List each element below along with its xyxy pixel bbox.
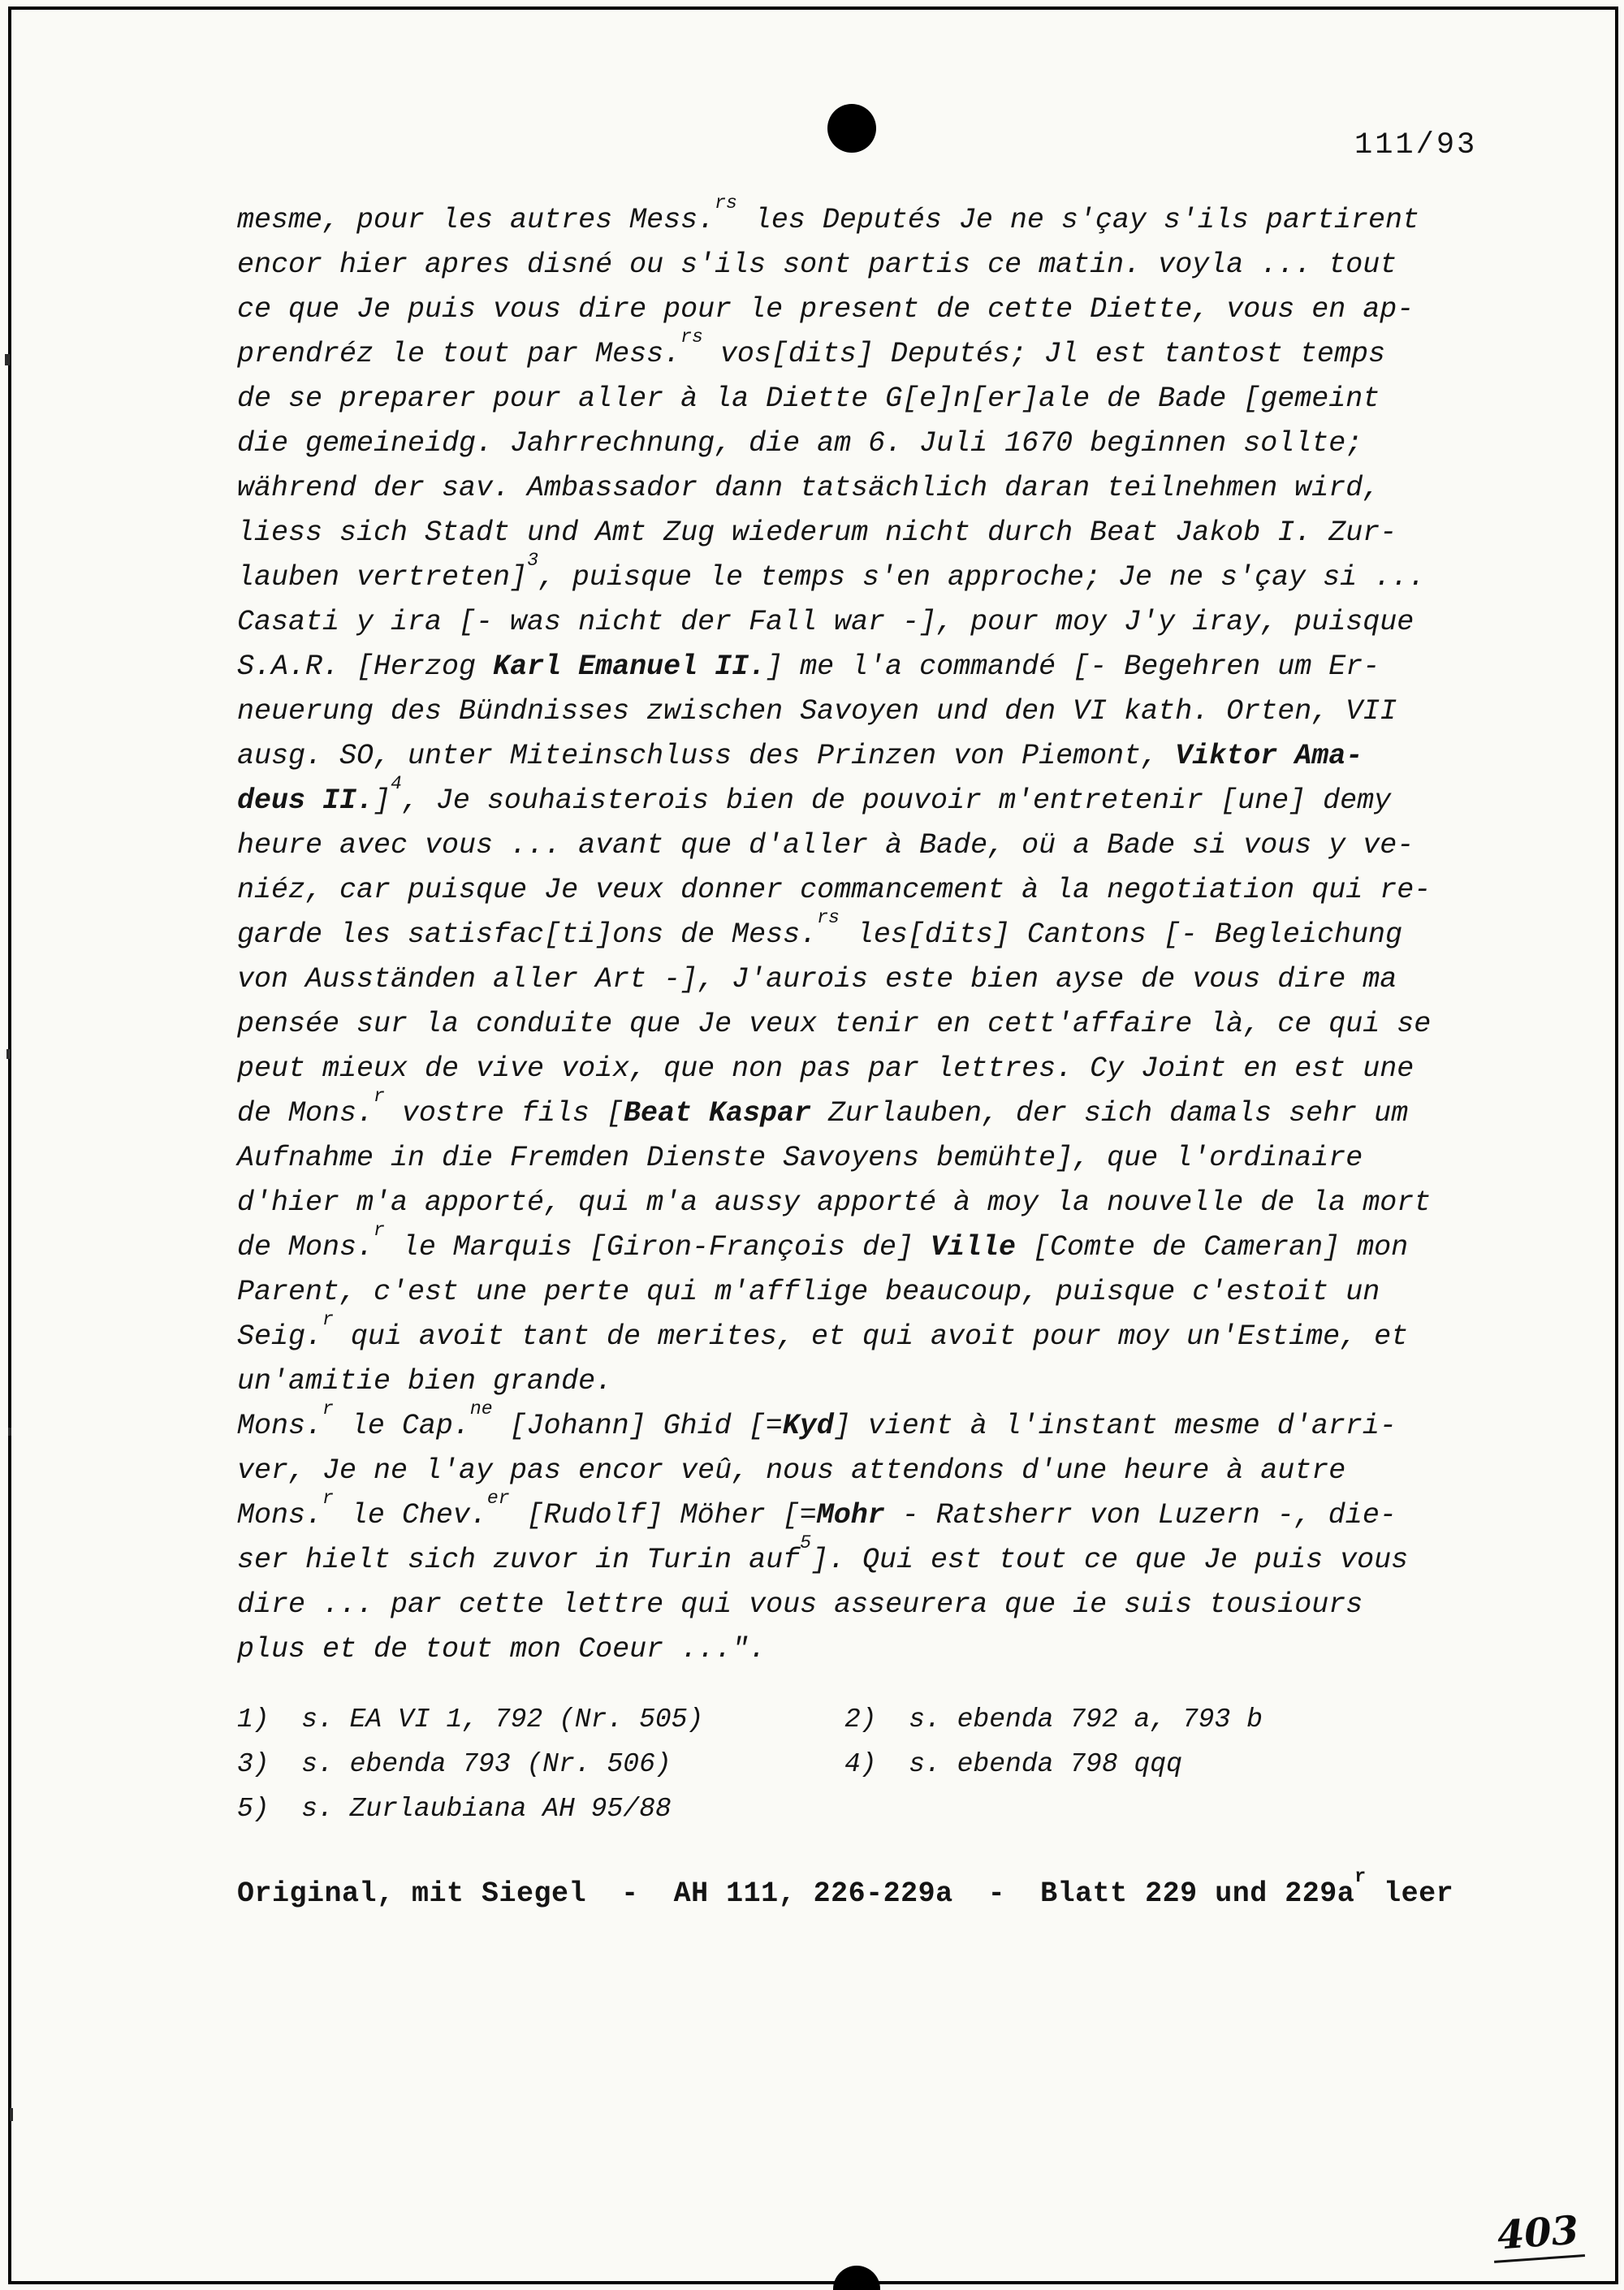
text-segment: , puisque le temps s'en approche; Je ne s'çay si ... <box>538 561 1426 594</box>
page-number: 111/93 <box>1354 128 1478 162</box>
superscript: rs <box>715 192 737 214</box>
text-line <box>237 326 1504 377</box>
text-segment: encor hier apres disné ou s'ils sont partis ce matin. voyla ... tout <box>237 248 1397 281</box>
text-segment: - Ratsherr von Luzern -, die- <box>884 1499 1397 1532</box>
text-line <box>237 1308 1504 1359</box>
text-line <box>237 957 1504 1002</box>
text-segment: mesme, pour les autres Mess. <box>237 204 715 236</box>
text-segment: neuerung des Bündnisses zwischen Savoyen und den VI kath. Orten, VII <box>237 695 1397 728</box>
footnote-row <box>237 1697 1536 1742</box>
text-segment: vos[dits] Deputés; Jl est tantost temps <box>702 338 1385 370</box>
text-segment: peut mieux de vive voix, que non pas par lettres. Cy Joint en est une <box>237 1052 1415 1085</box>
superscript: 5 <box>800 1532 811 1553</box>
text-line <box>237 600 1504 645</box>
text-segment: niéz, car puisque Je veux donner commancement à la negotiation qui re- <box>237 874 1432 906</box>
superscript: er <box>486 1487 510 1509</box>
superscript: r <box>322 1308 334 1330</box>
text-segment: [Johann] Ghid [= <box>492 1410 783 1442</box>
text-line <box>237 1136 1504 1181</box>
text-segment: lauben vertreten] <box>237 561 528 594</box>
text-segment: qui avoit tant de merites, et qui avoit pour moy un'Estime, et <box>333 1320 1409 1353</box>
text-segment: vostre fils [ <box>384 1097 624 1130</box>
text-line <box>237 192 1504 243</box>
text-segment: , Je souhaisterois bien de pouvoir m'entretenir [une] demy <box>401 784 1392 817</box>
footnote: 4) s. ebenda 798 qqq <box>844 1749 1182 1779</box>
text-segment: de Mons. <box>237 1231 374 1264</box>
text-line <box>237 1270 1504 1315</box>
text-line <box>237 1627 1504 1672</box>
text-segment: heure avec vous ... avant que d'aller à Bade, oü a Bade si vous y ve- <box>237 829 1415 862</box>
text-line <box>237 1398 1504 1449</box>
text-segment: Aufnahme in die Fremden Dienste Savoyens bemühte], que l'ordinaire <box>237 1142 1363 1174</box>
text-line <box>237 734 1504 779</box>
text-segment: ] me l'a commandé [- Begehren um Er- <box>766 650 1380 683</box>
text-segment: ] vient à l'instant mesme d'arri- <box>833 1410 1397 1442</box>
text-line <box>237 1449 1504 1493</box>
superscript: 4 <box>391 772 402 794</box>
text-segment: Ville <box>931 1231 1017 1264</box>
text-segment: Kyd <box>782 1410 834 1442</box>
text-segment: garde les satisfac[ti]ons de Mess. <box>237 918 818 951</box>
hole-punch-top <box>827 104 876 153</box>
text-segment: ] <box>374 784 391 817</box>
text-segment: ]. Qui est tout ce que Je puis vous <box>810 1544 1409 1576</box>
text-segment: Karl Emanuel II. <box>493 650 767 683</box>
body-text <box>237 192 1504 1672</box>
handwritten-folio-number: 403 <box>1491 2207 1585 2263</box>
text-line <box>237 645 1504 689</box>
text-segment: Viktor Ama- <box>1175 740 1363 772</box>
text-segment: le Chev. <box>333 1499 487 1532</box>
text-segment: ver, Je ne l'ay pas encor veû, nous attendons d'une heure à autre <box>237 1454 1346 1487</box>
text-segment: pensée sur la conduite que Je veux tenir en cett'affaire là, ce qui se <box>237 1008 1432 1040</box>
text-segment: S.A.R. [Herzog <box>237 650 494 683</box>
text-line <box>237 1181 1504 1225</box>
text-line <box>237 868 1504 913</box>
text-line <box>237 1002 1504 1047</box>
text-line <box>237 1219 1504 1270</box>
text-segment: dire ... par cette lettre qui vous asseurera que ie suis tousiours <box>237 1588 1363 1621</box>
text-segment: ausg. SO, unter Miteinschluss des Prinzen von Piemont, <box>237 740 1176 772</box>
text-segment: leer <box>1366 1877 1454 1910</box>
footnote: 1) s. EA VI 1, 792 (Nr. 505) <box>237 1705 704 1735</box>
text-line <box>237 511 1504 555</box>
text-line <box>237 377 1504 421</box>
text-line <box>237 1532 1504 1583</box>
footnotes <box>237 1697 1536 1831</box>
text-segment: Mohr <box>816 1499 885 1532</box>
text-segment: ce que Je puis vous dire pour le present de cette Diette, vous en ap- <box>237 293 1415 326</box>
superscript: rs <box>817 906 840 928</box>
text-segment: les[dits] Cantons [- Begleichung <box>839 918 1402 951</box>
text-line <box>237 287 1504 332</box>
text-segment: de se preparer pour aller à la Diette G[e]n[er]ale de Bade [gemeint <box>237 382 1380 415</box>
superscript: r <box>374 1219 385 1241</box>
scan-artifact <box>8 1428 11 1436</box>
text-line <box>237 1085 1504 1136</box>
superscript: r <box>1354 1865 1367 1887</box>
hole-punch-bottom <box>833 2266 880 2290</box>
text-line <box>237 1359 1504 1404</box>
text-segment: [Rudolf] Möher [= <box>509 1499 817 1532</box>
text-segment: d'hier m'a apporté, qui m'a aussy apporté à moy la nouvelle de la mort <box>237 1186 1432 1219</box>
source-line <box>237 1865 1454 1910</box>
footnote: 5) s. Zurlaubiana AH 95/88 <box>237 1794 672 1824</box>
text-line <box>237 823 1504 868</box>
text-segment: ser hielt sich zuvor in Turin auf <box>237 1544 801 1576</box>
text-segment: de Mons. <box>237 1097 374 1130</box>
text-segment: prendréz le tout par Mess. <box>237 338 681 370</box>
footnote-row <box>237 1742 1536 1787</box>
text-segment: liess sich Stadt und Amt Zug wiederum nicht durch Beat Jakob I. Zur- <box>237 516 1397 549</box>
text-line <box>237 421 1504 466</box>
text-segment: von Ausständen aller Art -], J'aurois este bien ayse de vous dire ma <box>237 963 1397 996</box>
text-line <box>237 906 1504 957</box>
text-segment: plus et de tout mon Coeur ...". <box>237 1633 767 1666</box>
scan-artifact <box>6 1049 11 1059</box>
text-segment: [Comte de Cameran] mon <box>1016 1231 1409 1264</box>
scan-artifact <box>10 2108 13 2121</box>
text-segment: Mons. <box>237 1499 323 1532</box>
superscript: r <box>322 1487 334 1509</box>
text-line <box>237 1487 1504 1538</box>
text-segment: Mons. <box>237 1410 323 1442</box>
scan-artifact <box>5 354 10 365</box>
text-segment: le Marquis [Giron-François de] <box>384 1231 931 1264</box>
text-segment: Original, mit Siegel - AH 111, 226-229a - Blatt 229 und 229a <box>237 1877 1355 1910</box>
superscript: r <box>322 1398 334 1419</box>
text-line <box>237 549 1504 600</box>
text-line <box>237 243 1504 287</box>
text-line <box>237 689 1504 734</box>
text-segment: un'amitie bien grande. <box>237 1365 613 1398</box>
text-segment: Zurlauben, der sich damals sehr um <box>811 1097 1409 1130</box>
superscript: rs <box>680 326 703 348</box>
text-segment: Casati y ira [- was nicht der Fall war -], pour moy J'y iray, puisque <box>237 606 1415 638</box>
superscript: ne <box>469 1398 493 1419</box>
text-line <box>237 772 1504 823</box>
superscript: 3 <box>527 549 538 571</box>
text-segment: Parent, c'est une perte qui m'afflige beaucoup, puisque c'estoit un <box>237 1276 1380 1308</box>
text-line <box>237 466 1504 511</box>
footnote: 3) s. ebenda 793 (Nr. 506) <box>237 1749 672 1779</box>
text-segment: Seig. <box>237 1320 323 1353</box>
text-segment: les Deputés Je ne s'çay s'ils partirent <box>736 204 1419 236</box>
text-line <box>237 1583 1504 1627</box>
text-segment: deus II. <box>237 784 374 817</box>
text-segment: während der sav. Ambassador dann tatsächlich daran teilnehmen wird, <box>237 472 1380 504</box>
text-segment: die gemeineidg. Jahrrechnung, die am 6. Juli 1670 beginnen sollte; <box>237 427 1363 460</box>
superscript: r <box>374 1085 385 1107</box>
text-segment: Beat Kaspar <box>623 1097 811 1130</box>
text-segment: le Cap. <box>333 1410 470 1442</box>
footnote-row <box>237 1787 1536 1831</box>
footnote: 2) s. ebenda 792 a, 793 b <box>844 1705 1263 1735</box>
text-line <box>237 1047 1504 1091</box>
